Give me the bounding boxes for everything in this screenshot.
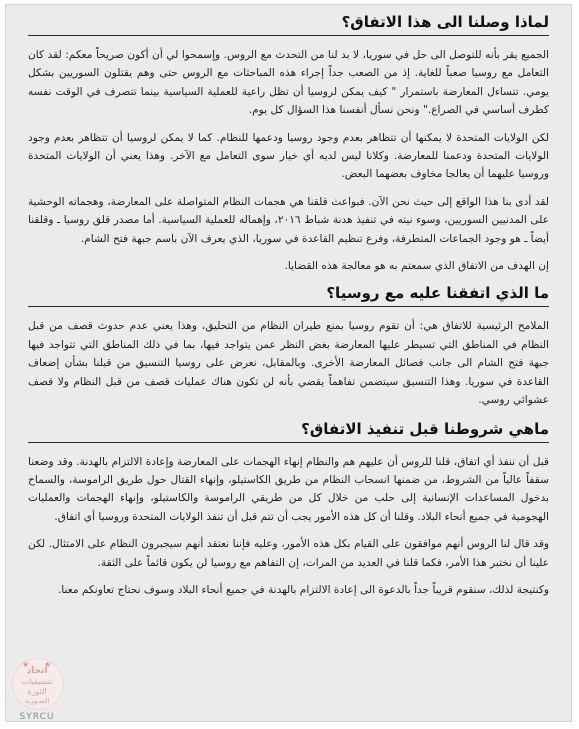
section-what-agreed: [28, 284, 549, 409]
logo-latin-text: SYRCU: [19, 712, 55, 722]
document-page: [5, 4, 572, 722]
logo-text: السـورية: [24, 697, 50, 705]
logo-text: الثورة: [27, 687, 47, 696]
paragraph: لقد أدى بنا هذا الواقع إلى حيث نحن الآن. فبواعث قلقنا هي هجمات النظام المتواصلة على المعارضة، وهجماته الوحشية على المدنيين السوريين، وسوء نيته في تنفيذ هدنة شباط ٢٠١٦، وإهماله للعملية السياسية. أما مصدر قلق روسيا ـ وقلقنا أيضاً ـ هو وجود الجماعات المتطرفة، وفرع تنظيم القاعدة في سوريا، الذي يعرف الآن باسم جبهة فتح الشام.: [28, 195, 549, 245]
paragraph: وقد قال لنا الروس أنهم موافقون على القيام بكل هذه الأمور، وعليه فإننا نعتقد أنهم سيجبرون النظام على الامتثال. لكن علينا أن نختبر هذا الأمر، فكما قلنا في العديد من المرات، إن التفاهم مع روسيا لن يكون قائماً على الثقة.: [28, 538, 549, 569]
section-conditions: [28, 420, 549, 600]
section-heading: ماهي شروطنا قبل تنفيذ الاتفاق؟: [28, 420, 549, 443]
paragraph: إن الهدف من الاتفاق الذي سمعتم به هو معالجة هذه القضايا.: [284, 260, 549, 273]
section-heading: ما الذي اتفقنا عليه مع روسيا؟: [28, 284, 549, 307]
document-body: [28, 13, 549, 608]
paragraph: قبل أن ننفذ أي اتفاق، قلنا للروس أن عليهم هم والنظام إنهاء الهجمات على المعارضة وإعادة الالتزام بالهدنة. وقد وضعنا سقفاً عالياً من الشروط، من ضمنها انسحاب النظام من طريق الكاستيلو، وإنهاء القتال حول طريق الراموسة، والسماح بدخول المساعدات الإنسانية إلى حلب من خلال كل من طريقي الراموسة والكاستيلو، وإنهاء الهجمات والعمليات الهجومية في جميع أنحاء البلاد. وقلنا أن كل هذه الأمور يجب أن تتم قبل أن تنفذ الولايات المتحدة وروسيا أي اتفاق.: [28, 455, 549, 523]
logo-text: اتحاد: [26, 666, 48, 676]
paragraph: الملامح الرئيسية للاتفاق هي: أن تقوم روسيا بمنع طيران النظام من التحليق، وهذا يعني عدم حدوث قصف من قبل النظام في المناطق التي تسيطر عليها المعارضة بغض النظر عمن يتواجد فيها، بما في ذلك المناطق التي تتواجد فيها جبهة فتح الشام الى جانب فصائل المعارضة الأخرى. وبالمقابل، نعرض على روسيا التنسيق من قبلنا بشأن إضعاف القاعدة في سوريا. وهذا التنسيق سيتضمن تفاهماً يقضي بأنه لن تكون هناك عمليات قصف من قبل النظام ولا قصف عشوائي روسي.: [28, 320, 549, 407]
star-icon: ★: [44, 660, 52, 669]
syrcu-watermark-logo: [8, 658, 66, 724]
paragraph: لكن الولايات المتحدة لا يمكنها أن تتظاهر بعدم وجود روسيا ودعمها للنظام. كما لا يمكن لروسيا أن تتظاهر بعدم وجود الولايات المتحدة ودعمنا للمعارضة. وكلانا ليس لديه أي خيار سوى التعامل مع الآخر. وهذا يعني أن الولايات المتحدة وروسيا عليهما أن يعالجا مخاوف بعضهما البعض.: [28, 131, 549, 181]
section-why-agreement: [28, 13, 549, 275]
paragraph: وكنتيجة لذلك، سنقوم قريباً جداً بالدعوة الى إعادة الالتزام بالهدنة في جميع أنحاء البلاد وسوف نحتاج تعاونكم معنا.: [57, 583, 549, 596]
section-heading: لماذا وصلنا الى هذا الاتفاق؟: [28, 13, 549, 36]
logo-text: تنسيقيات: [21, 677, 53, 686]
paragraph: الجميع يقر بأنه للتوصل الى حل في سوريا، لا بد لنا من التحدث مع الروس. وإسمحوا لي أن أكون صريحاً معكم: لقد كان التعامل مع روسيا صعباً للغاية. إذ من الصعب جداً إجراء هذه المباحثات مع الروس حتى وهم يقتلون السوريين بشكل يومي. تتساءل المعارضة باستمرار " كيف يمكن لروسيا أن تظل راعية للعملية السياسية بينما تتصرف في الوقت نفسه كطرف أساسي في الصراع." ونحن نسأل أنفسنا هذا السؤال كل يوم.: [28, 49, 549, 117]
star-icon: ★: [22, 660, 30, 669]
